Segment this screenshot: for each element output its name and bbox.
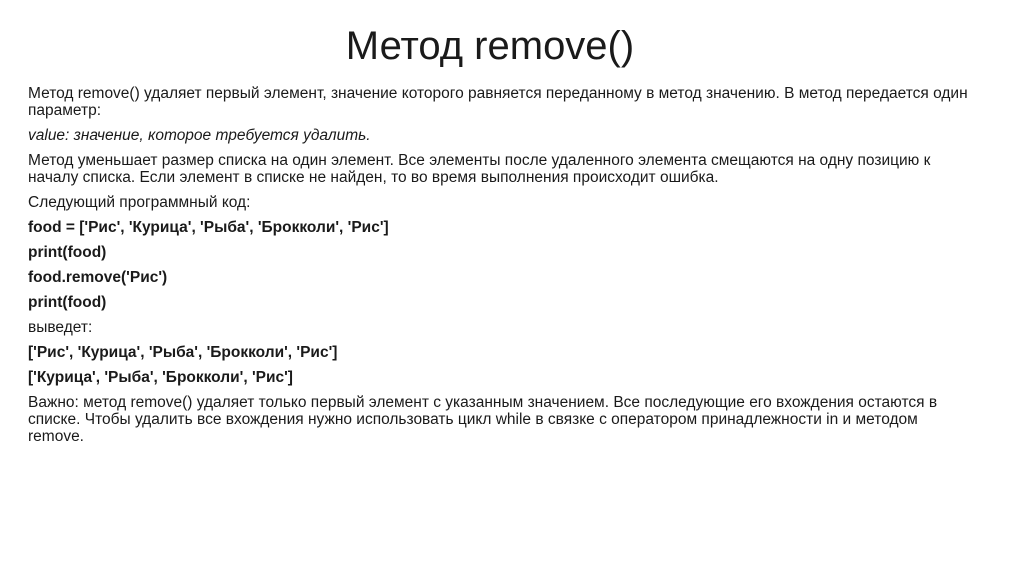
slide-body [28,85,968,453]
code-line: print(food) [28,294,107,311]
slide-title: Метод remove() [345,24,635,68]
parameter-description: value: значение, которое требуется удалить. [28,127,371,144]
output-intro: выведет: [28,319,93,336]
code-line: food = ['Рис', 'Курица', 'Рыба', 'Брокколи', 'Рис'] [28,219,389,236]
note-paragraph: Важно: метод remove() удаляет только первый элемент с указанным значением. Все последующие его вхождения остаются в списке. Чтобы удалить все вхождения нужно использовать цикл while в связке с оператором принадлежности in и методом remove. [28,394,938,445]
output-line: ['Рис', 'Курица', 'Рыба', 'Брокколи', 'Рис'] [28,344,338,361]
code-line: food.remove('Рис') [28,269,168,286]
example-intro: Следующий программный код: [28,194,251,211]
code-line: print(food) [28,244,107,261]
description-paragraph: Метод remove() удаляет первый элемент, значение которого равняется переданному в метод значению. В метод передается один параметр: [28,85,968,119]
output-line: ['Курица', 'Рыба', 'Брокколи', 'Рис'] [28,369,293,386]
behavior-paragraph: Метод уменьшает размер списка на один элемент. Все элементы после удаленного элемента смещаются на одну позицию к началу списка. Если элемент в списке не найден, то во время выполнения происходит ошибка. [28,152,931,186]
